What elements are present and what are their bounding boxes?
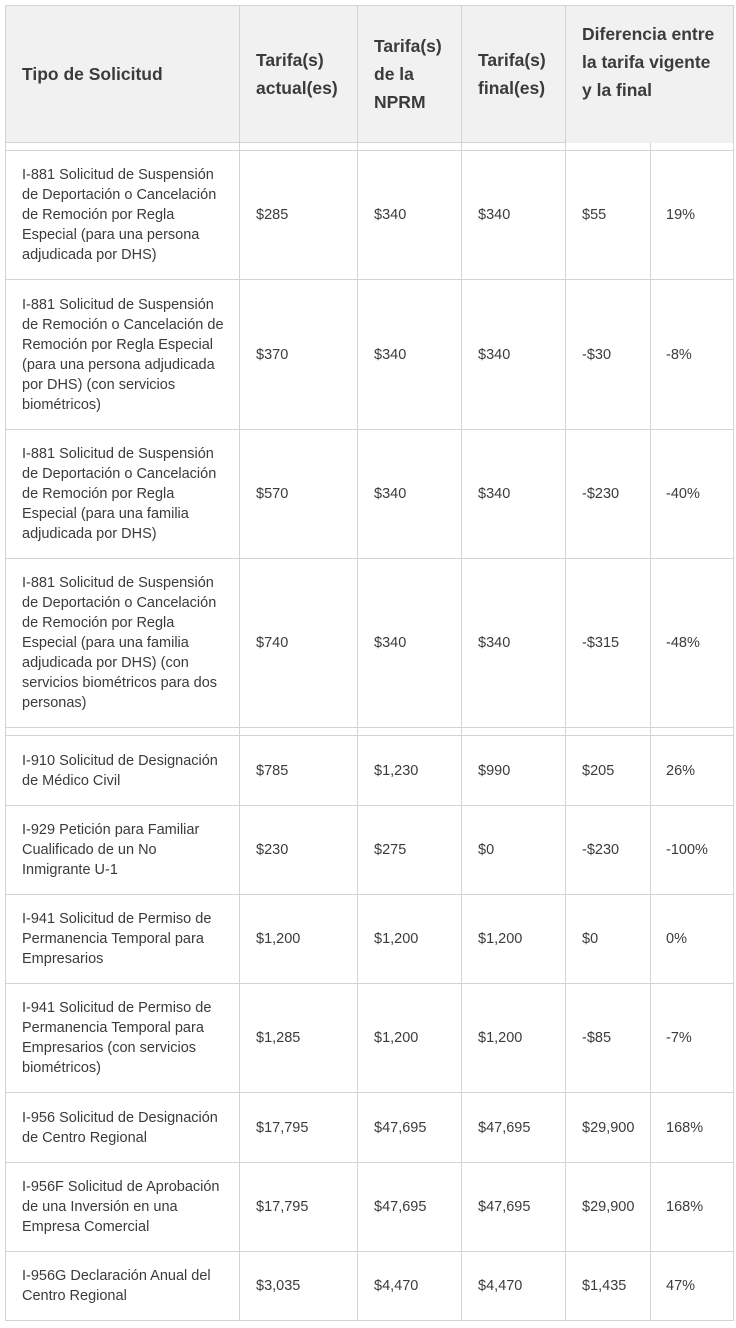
cell-final-fee: $47,695: [462, 1163, 566, 1252]
table-row: [6, 1252, 734, 1321]
cell-final-fee: $1,200: [462, 895, 566, 984]
cell-current-fee: $1,285: [240, 984, 358, 1093]
cell-type: I-881 Solicitud de Suspensión de Deportación o Cancelación de Remoción por Regla Especial (para una persona adjudicada por DHS): [6, 151, 240, 280]
cell-difference: $1,435: [566, 1252, 651, 1321]
cell-type: I-941 Solicitud de Permiso de Permanencia Temporal para Empresarios: [6, 895, 240, 984]
cell-nprm-fee: $4,470: [358, 1252, 462, 1321]
header-difference: Diferencia entre la tarifa vigente y la final: [566, 6, 734, 143]
table-row: [6, 806, 734, 895]
cell-difference: $205: [566, 736, 651, 806]
cell-nprm-fee: $340: [358, 151, 462, 280]
cell-nprm-fee: $1,200: [358, 895, 462, 984]
cell-difference: -$85: [566, 984, 651, 1093]
cell-nprm-fee: $47,695: [358, 1163, 462, 1252]
cell-current-fee: $1,200: [240, 895, 358, 984]
cell-percent: 47%: [651, 1252, 734, 1321]
cell-percent: -8%: [651, 280, 734, 430]
cell-type: I-956G Declaración Anual del Centro Regional: [6, 1252, 240, 1321]
cell-final-fee: $0: [462, 806, 566, 895]
cell-type: I-910 Solicitud de Designación de Médico Civil: [6, 736, 240, 806]
table-row: [6, 736, 734, 806]
table-row: [6, 1093, 734, 1163]
cell-final-fee: $340: [462, 559, 566, 728]
cell-difference: $0: [566, 895, 651, 984]
table-row: [6, 895, 734, 984]
cell-final-fee: $1,200: [462, 984, 566, 1093]
cell-type: I-941 Solicitud de Permiso de Permanencia Temporal para Empresarios (con servicios biométricos): [6, 984, 240, 1093]
cell-current-fee: $370: [240, 280, 358, 430]
cell-percent: -7%: [651, 984, 734, 1093]
fee-table: [5, 5, 734, 1321]
cell-nprm-fee: $47,695: [358, 1093, 462, 1163]
cell-nprm-fee: $340: [358, 430, 462, 559]
cell-nprm-fee: $1,230: [358, 736, 462, 806]
table-row: [6, 984, 734, 1093]
cell-type: I-881 Solicitud de Suspensión de Deportación o Cancelación de Remoción por Regla Especial (para una familia adjudicada por DHS) (con servicios biométricos para dos personas): [6, 559, 240, 728]
cell-percent: -40%: [651, 430, 734, 559]
header-type: Tipo de Solicitud: [6, 6, 240, 143]
cell-nprm-fee: $275: [358, 806, 462, 895]
cell-percent: 168%: [651, 1163, 734, 1252]
cell-final-fee: $990: [462, 736, 566, 806]
cell-percent: -100%: [651, 806, 734, 895]
header-final-fee: Tarifa(s) final(es): [462, 6, 566, 143]
cell-percent: 0%: [651, 895, 734, 984]
cell-percent: 19%: [651, 151, 734, 280]
cell-current-fee: $570: [240, 430, 358, 559]
cell-difference: -$30: [566, 280, 651, 430]
cell-final-fee: $340: [462, 280, 566, 430]
cell-percent: 168%: [651, 1093, 734, 1163]
cell-current-fee: $285: [240, 151, 358, 280]
cell-final-fee: $47,695: [462, 1093, 566, 1163]
cell-type: I-881 Solicitud de Suspensión de Remoción o Cancelación de Remoción por Regla Especial (para una persona adjudicada por DHS) (con servicios biométricos): [6, 280, 240, 430]
cell-difference: $29,900: [566, 1163, 651, 1252]
cell-current-fee: $17,795: [240, 1163, 358, 1252]
header-current-fee: Tarifa(s) actual(es): [240, 6, 358, 143]
cell-nprm-fee: $340: [358, 280, 462, 430]
cell-type: I-956F Solicitud de Aprobación de una Inversión en una Empresa Comercial: [6, 1163, 240, 1252]
cell-final-fee: $340: [462, 151, 566, 280]
cell-difference: -$315: [566, 559, 651, 728]
cell-difference: -$230: [566, 430, 651, 559]
cell-type: I-929 Petición para Familiar Cualificado de un No Inmigrante U-1: [6, 806, 240, 895]
cell-difference: $29,900: [566, 1093, 651, 1163]
cell-nprm-fee: $1,200: [358, 984, 462, 1093]
cell-current-fee: $3,035: [240, 1252, 358, 1321]
cell-percent: 26%: [651, 736, 734, 806]
cell-final-fee: $4,470: [462, 1252, 566, 1321]
cell-current-fee: $740: [240, 559, 358, 728]
cell-current-fee: $785: [240, 736, 358, 806]
cell-current-fee: $230: [240, 806, 358, 895]
cell-type: I-881 Solicitud de Suspensión de Deportación o Cancelación de Remoción por Regla Especial (para una familia adjudicada por DHS): [6, 430, 240, 559]
table-row: [6, 280, 734, 430]
table-header-row: [6, 6, 734, 143]
cell-final-fee: $340: [462, 430, 566, 559]
table-row: [6, 151, 734, 280]
spacer-row: [6, 728, 734, 736]
cell-nprm-fee: $340: [358, 559, 462, 728]
table-row: [6, 559, 734, 728]
cell-percent: -48%: [651, 559, 734, 728]
cell-current-fee: $17,795: [240, 1093, 358, 1163]
header-nprm-fee: Tarifa(s) de la NPRM: [358, 6, 462, 143]
table-row: [6, 1163, 734, 1252]
cell-difference: -$230: [566, 806, 651, 895]
cell-difference: $55: [566, 151, 651, 280]
table-row: [6, 430, 734, 559]
cell-type: I-956 Solicitud de Designación de Centro Regional: [6, 1093, 240, 1163]
spacer-row: [6, 143, 734, 151]
